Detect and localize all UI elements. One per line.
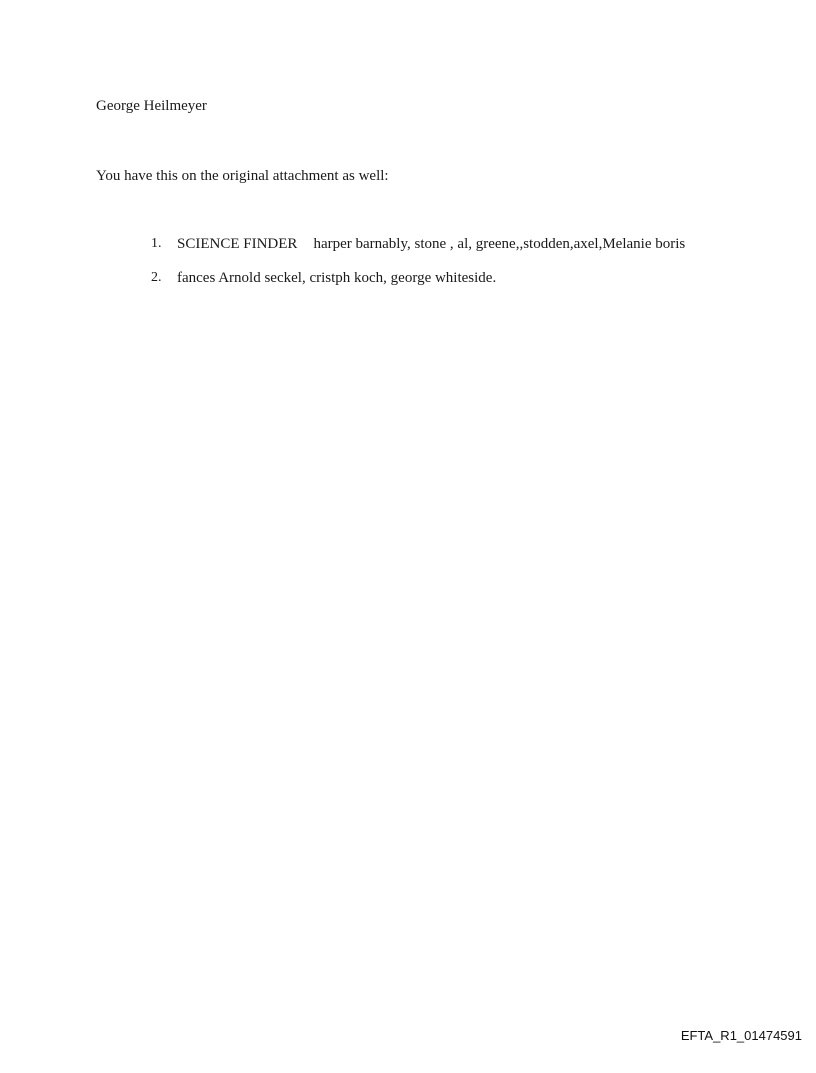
list-item-heading: SCIENCE FINDER xyxy=(177,236,298,252)
list-item-body: harper barnably, stone , al, greene,,stodden,axel,Melanie boris xyxy=(313,236,686,252)
name-line: George Heilmeyer xyxy=(96,98,207,114)
list-item-body: fances Arnold seckel, cristph koch, george whiteside. xyxy=(177,270,497,286)
list-item-text xyxy=(177,269,496,287)
intro-line: You have this on the original attachment as well: xyxy=(96,168,389,184)
list-item-text xyxy=(177,235,685,253)
document-id-stamp: EFTA_R1_01474591 xyxy=(680,1028,802,1043)
list-item-number: 2. xyxy=(151,270,162,285)
list-item-number: 1. xyxy=(151,236,162,251)
